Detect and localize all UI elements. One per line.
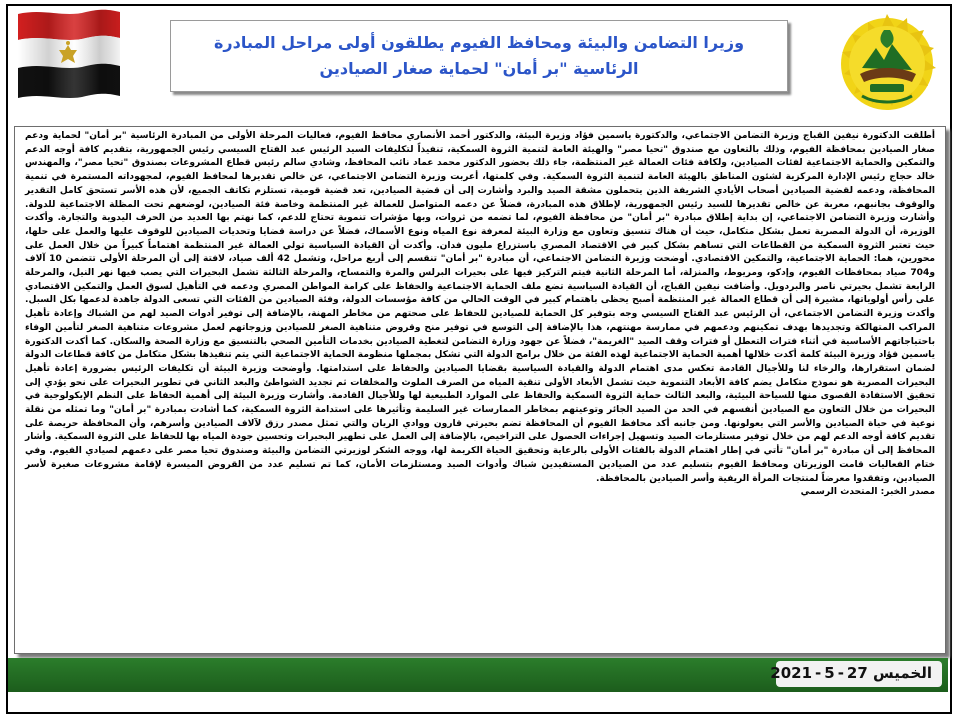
article-box: [14, 126, 946, 654]
article-source: مصدر الخبر: المتحدث الرسمي: [800, 487, 935, 498]
article-paragraph: أطلقت الدكتورة نيفين القباج وزيرة التضامن الاجتماعي، والدكتورة ياسمين فؤاد وزيرة البيئة، والدكتور أحمد الأنصاري محافظ الفيوم، فعاليات المرحلة الأولى من المبادرة الرئاسية "بر أمان" لحماية ودعم صغار الصيادين بمحافظة الفيوم، وذلك بالتعاون مع صندوق "تحيا مصر" والهيئة العامة لتنمية الثروة السمكية، تنفيذاً لتكليفات السيد الرئيس عبد الفتاح السيسي رئيس الجمهورية، بتقديم كافة أوجه الدعم والتمكين والحماية الاجتماعية لفئات الصيادين، ولكافة فئات العمالة غير المنتظمة، جاء ذلك بحضور الدكتور محمد عماد نائب المحافظ، وشادي سالم رئيس قطاع المشروعات بصندوق "تحيا مصر"، والمهندس خالد حجاج رئيس الإدارة المركزية لشئون المناطق بالهيئة العامة لتنمية الثروة السمكية. وفي كلمتها، أعربت وزيرة التضامن الاجتماعي، عن خالص تقديرها لمحافظ الفيوم، لمجهوداته المستمرة في تنمية المحافظة، ودعمه لقضية الصيادين أصحاب الأيادي الشريفة الذين يتحملون مشقة الصيد والبرد وأشارت إلى أن قضية الصيادين، تعد قضية قومية، تستلزم تكاتف الجميع، لأن هذه الأسر تستحق كامل التقدير والوقوف بجانبهم، معربة عن خالص تقديرها للسيد رئيس الجمهورية، لإطلاق هذه المبادرة، فضلاً عن دعمه المتواصل للعمالة غير المنتظمة وخاصة فئة الصيادين، لوضعهم تحت المظلة الاجتماعية للدولة. وأشارت وزيرة التضامن الاجتماعي، إن بداية إطلاق مبادرة "بر أمان" من محافظة الفيوم، لما تضمه من ثروات، وبها مؤشرات تنموية تحتاج للدعم، كما نهتم بها العديد من الحرف اليدوية والتجارة. وأكدت الوزيرة، أن الدولة المصرية تعمل بشكل متكامل، حيث أن هناك تنسيق وتعاون مع وزارة البيئة لمعرفة نوع المياه ونوع الأسماك، فضلاً عن دراسة قضايا وتحديات الصيادين للوقوف عليها والعمل على حلها، حيث تعتبر الثروة السمكية من القطاعات التي تساهم بشكل كبير في الاقتصاد المصري باستزراع مليون فدان. وأكدت أن القيادة السياسية تولي العمالة غير المنتظمة اهتماماً كبيراً من خلال العمل على محورين، هما: الحماية الاجتماعية، والتمكين الاقتصادي. أوضحت وزيرة التضامن الاجتماعي، أن مبادرة "بر أمان" تنقسم إلى أربع مراحل، وتشمل 42 ألف صياد، لافتة إلى أن المرحلة الأولى تتضمن 10 آلاف و704 صياد بمحافظات الفيوم، وإدكو، ومريوط، والمنزلة، أما المرحلة الثانية فيتم التركيز فيها على بحيرات البرلس والمرة والتمساح، والمرحلة الثالثة تشمل البحيرات التي يصب فيها نهر النيل، والمرحلة الرابعة تشمل بحيرتي ناصر والبردويل. وأضافت نيفين القباج، أن القيادة السياسية تضع ملف الحماية الاجتماعية والحفاظ على كرامة المواطن المصري ودعمه في التأهيل لسوق العمل والتمكين الاقتصادي على رأس أولوياتها، مشيرة إلى أن قطاع العمالة غير المنتظمة أصبح يحظى باهتمام كبير في الوقت الحالي من كافة مؤسسات الدولة، وفئة الصيادين من الفئات التي تسعى الدولة جاهدة لدعمها بكل السبل. وأكدت وزيرة التضامن الاجتماعي، أن الرئيس عبد الفتاح السيسي وجه بتوفير كل الحماية للصيادين للحفاظ على صحتهم من مخاطر المهنة، بالإضافة إلى توفير أدوات الصيد لهم من الشباك وإعادة تأهيل المراكب المتهالكة وتجديدها بهدف تمكينهم ودعمهم في ممارسة مهنتهم، هذا بالإضافة إلى التوسع في توفير منح وقروض متناهية الصغر للصيادين وزوجاتهم لعمل مشروعات متناهية الصغر لتأمين الوفاء باحتياجاتهم الأساسية في أثناء فترات التعطل أو فترات وقف الصيد "الغريمة"، فضلاً عن جهود وزارة التضامن لتغطية الصيادين بخدمات التأمين الصحي بالتنسيق مع وزارة الصحة والسكان. كما أكدت الدكتورة ياسمين فؤاد وزيرة البيئة كلمة أكدت خلالها أهمية الحماية الاجتماعية لهذه الفئة من خلال برامج الدولة التي تشكل بمجملها منظومة الحماية الاجتماعية التي يتم تنفيذها بشكل متكامل من كافة قطاعات الدولة لضمان استقرارها، والرخاء لنا وللأجيال القادمة تعكس مدى اهتمام الدولة والقيادة السياسية بقضايا الصيادين والحفاظ على استدامتها. وأوضحت وزيرة البيئة أن تكليفات الرئيس بضرورة إعادة تأهيل البحيرات المصرية هو نموذج متكامل يضم كافة الأبعاد التنموية حيث تشمل الأبعاد الأولى تنقية المياه من الصرف الملوث والمخلفات ثم تجديد الشواطئ والبعد الثاني في تطوير البحيرات على نحو يؤدي إلى تحقيق الاستفادة القصوى منها للسياحة البيئية، والبعد الثالث حماية الثروة السمكية والحفاظ على الموارد الطبيعية لها وللأجيال القادمة. وأشارت وزيرة البيئة إلى أهمية الحفاظ على النظم الإيكولوجية في البحيرات من خلال التعاون مع الصيادين أنفسهم في الحد من الصيد الجائر وتوعيتهم بمخاطر الممارسات غير السليمة وتأثيرها على استدامة الثروة السمكية، كما أشادت بمبادرة "بر أمان" وما تمثله من نقلة نوعية في حياة الصيادين والأسر التي يعولونها. ومن جانبه أكد محافظ الفيوم أن المحافظة تضم بحيرتي قارون ووادي الريان والتي تمثل مصدر رزق لآلاف الصيادين وأسرهم، وأن المحافظة حريصة على تقديم كافة أوجه الدعم لهم من خلال توفير مستلزمات الصيد وتسهيل إجراءات الحصول على التراخيص، بالإضافة إلى العمل على تطهير البحيرات وتحسين جودة المياه بها للحفاظ على الثروة السمكية. وأشار المحافظ إلى أن مبادرة "بر أمان" تأتي في إطار اهتمام الدولة بالفئات الأولى بالرعاية وتحقيق الحياة الكريمة لها، ووجه الشكر لوزيرتي التضامن والبيئة وصندوق تحيا مصر على دعمهم لصيادي الفيوم. وفي ختام الفعاليات قامت الوزيرتان ومحافظ الفيوم بتسليم عدد من الصيادين المستفيدين شباك وأدوات الصيد ومستلزمات الأمان، كما تم تسليم عدد من القروض الميسرة لإقامة مشروعات صغيرة لأسر الصيادين، وتفقدوا معرضاً لمنتجات المرأة الريفية وأسر الصيادين بالمحافظة.: [25, 131, 936, 484]
governorate-logo-icon: [832, 8, 942, 120]
headline: وزيرا التضامن والبيئة ومحافظ الفيوم يطلقون أولى مراحل المبادرة الرئاسية "بر أمان" لحماية صغار الصيادين: [213, 33, 745, 78]
headline-box: [170, 20, 788, 92]
date-month: 5: [824, 664, 835, 682]
date-label: الخميس 27-5-2021: [770, 664, 932, 682]
date-year: 2021: [770, 664, 813, 682]
article-body: [25, 130, 935, 500]
date-day: 27: [846, 664, 868, 682]
date-day-name: الخميس: [873, 664, 932, 682]
egypt-flag-icon: [16, 6, 122, 102]
